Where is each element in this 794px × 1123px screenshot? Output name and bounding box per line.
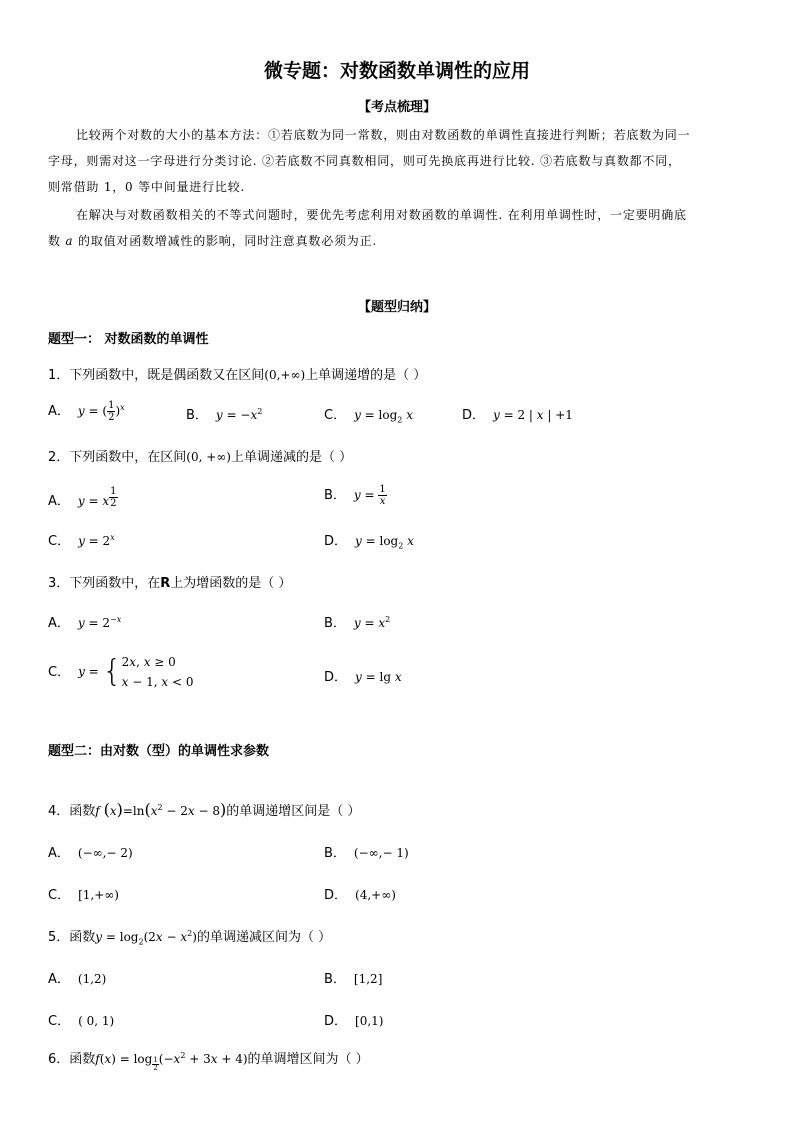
q3-option-c: C． y = { 2x, x ≥ 0 x − 1, x < 0 bbox=[48, 654, 194, 689]
review-para1-line2: 字母，则需对这一字母进行分类讨论. ②若底数不同真数相同，则可先换底再进行比较. ③若底数与真数都不同， bbox=[48, 154, 681, 168]
q5-option-c: C． ( 0, 1) bbox=[48, 1014, 115, 1029]
question-4: 4．函数f $(x)=\ln(x^2 - 2x - 8)$的单调递增区间是（ ） bbox=[48, 800, 361, 819]
question-3: 3．下列函数中，在R上为增函数的是（ ） bbox=[48, 576, 292, 591]
q1-option-b: B． $y = -x^2$ bbox=[186, 407, 263, 423]
type1-heading: 题型一： 对数函数的单调性 bbox=[48, 332, 209, 347]
q2-option-c: C． $y = 2^x$ bbox=[48, 533, 115, 549]
review-para1-line1: 比较两个对数的大小的基本方法：①若底数为同一常数，则由对数函数的单调性直接进行判断；若底数为同一 bbox=[76, 128, 691, 142]
section-heading-types: 【题型归纳】 bbox=[357, 300, 436, 315]
q3-option-b: B． $y = x^2$ bbox=[324, 615, 391, 631]
q4-option-a: A． (−∞,− 2) bbox=[48, 846, 133, 861]
q3-option-a: A． $y = 2^{-x}$ bbox=[48, 615, 122, 631]
q1-option-d: D． y = 2 | x | +1 bbox=[462, 408, 573, 423]
question-2: 2．下列函数中，在区间(0, +∞)上单调递减的是（ ） bbox=[48, 450, 353, 465]
page-title: 微专题：对数函数单调性的应用 bbox=[263, 60, 530, 82]
review-para2-line1: 在解决与对数函数相关的不等式问题时，要优先考虑利用对数函数的单调性. 在利用单调性时，一定要明确底 bbox=[76, 208, 687, 222]
section-heading-review: 【考点梳理】 bbox=[357, 100, 436, 115]
q4-option-b: B． (−∞,− 1) bbox=[324, 846, 409, 861]
q1-option-a: A． y = ( $\frac{1}{2}$ )$^x$ bbox=[48, 400, 125, 423]
q5-option-a: A． (1,2) bbox=[48, 972, 107, 987]
question-1: 1．下列函数中，既是偶函数又在区间(0,+∞)上单调递增的是（ ） bbox=[48, 368, 427, 383]
q5-option-d: D． [0,1) bbox=[324, 1014, 384, 1029]
q2-option-d: D． $y = \log_2 x$ bbox=[324, 534, 414, 551]
q1-option-c: C． $y = \log_2 x$ bbox=[324, 408, 413, 425]
question-5: 5．函数$y = \log_2(2x - x^2)$的单调递减区间为（ ） bbox=[48, 929, 332, 947]
type2-heading: 题型二：由对数（型）的单调性求参数 bbox=[48, 744, 270, 759]
q4-option-d: D． (4,+∞) bbox=[324, 888, 396, 903]
q3-option-d: D． y = lg x bbox=[324, 670, 402, 685]
review-para2-line2: 数 a 的取值对函数增减性的影响，同时注意真数必须为正. bbox=[48, 234, 378, 248]
q4-option-c: C． [1,+∞) bbox=[48, 888, 119, 903]
q2-option-b: B． y = $\frac{1}{x}$ bbox=[324, 484, 386, 507]
q2-option-a: A． y = x $^{\frac{1}{2}}$ bbox=[48, 486, 117, 509]
q5-option-b: B． [1,2] bbox=[324, 972, 383, 987]
question-6: 6．函数f(x) = log $_{\frac{1}{2}}$ $(-x^2 + 3x + 4)$的单调增区间为（ ） bbox=[48, 1051, 369, 1072]
review-para1-line3: 则常借助 1，0 等中间量进行比较. bbox=[48, 180, 246, 194]
